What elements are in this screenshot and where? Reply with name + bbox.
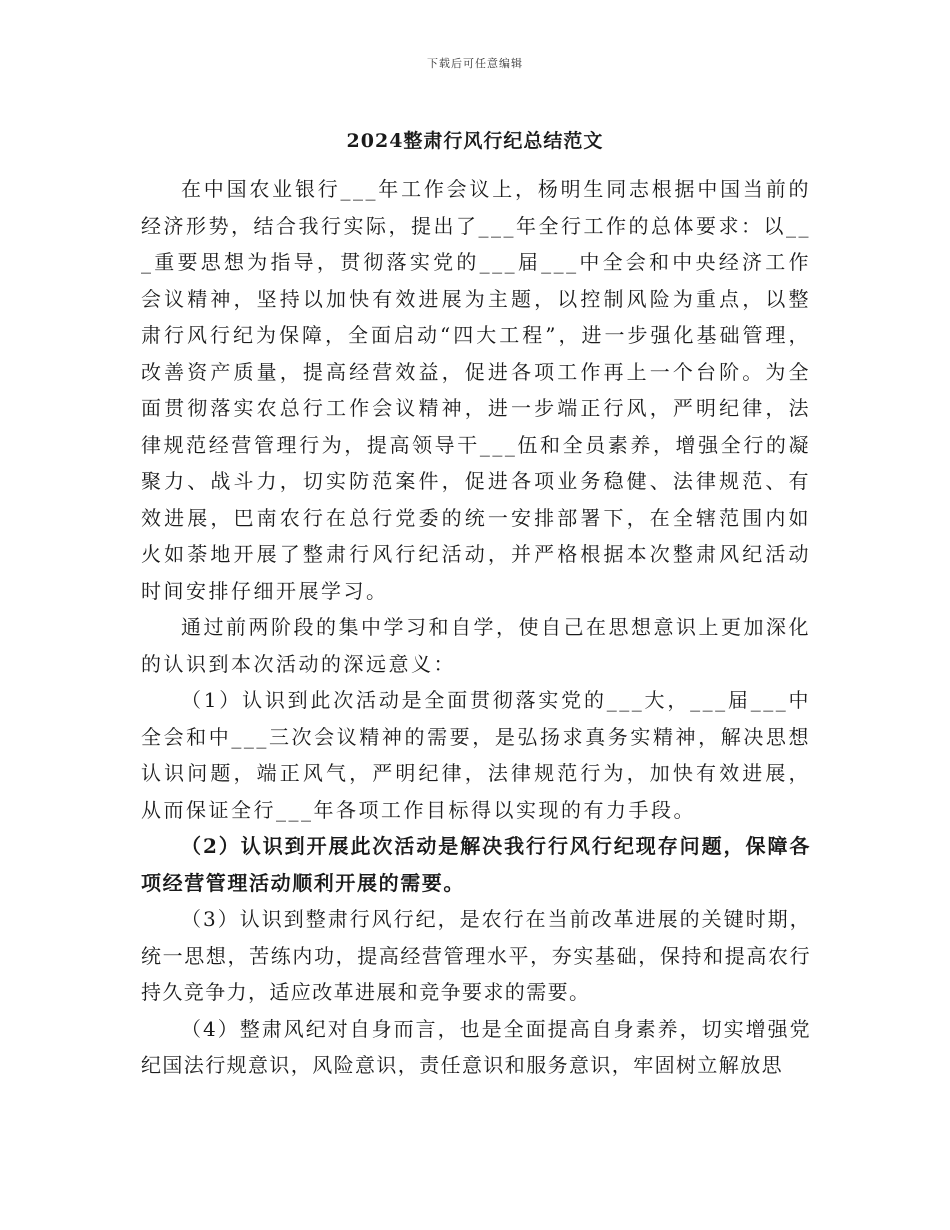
document-title: 2024整肃行风行纪总结范文 [346,130,604,152]
paragraph-point-3: （3）认识到整肃行风行纪，是农行在当前改革进展的关键时期，统一思想，苦练内功，提高经营管理水平，夯实基础，保持和提高农行持久竞争力，适应改革进展和竞争要求的需要。 [141,907,811,1004]
paragraph-point-1: （1）认识到此次活动是全面贯彻落实党的___大，___届___中全会和中___三次会议精神的需要，是弘扬求真务实精神，解决思想认识问题，端正风气，严明纪律，法律规范行为，加快有效进展，从而保证全行___年各项工作目标得以实现的有力手段。 [141,688,811,822]
document-body [141,171,811,1084]
paragraph-point-4: （4）整肃风纪对自身而言，也是全面提高自身素养，切实增强党纪国法行规意识，风险意识，责任意识和服务意识，牢固树立解放思 [141,1016,811,1077]
paragraph-point-2: （2）认识到开展此次活动是解决我行行风行纪现存问题，保障各项经营管理活动顺利开展的需要。 [141,834,811,895]
paragraph-study: 通过前两阶段的集中学习和自学，使自己在思想意识上更加深化的认识到本次活动的深远意义： [141,615,811,676]
header-note: 下载后可任意编辑 [427,57,523,70]
paragraph-intro: 在中国农业银行___年工作会议上，杨明生同志根据中国当前的经济形势，结合我行实际，提出了___年全行工作的总体要求：以___重要思想为指导，贯彻落实党的___届___中全会和中央经济工作会议精神，坚持以加快有效进展为主题，以控制风险为重点，以整肃行风行纪为保障，全面启动“四大工程”，进一步强化基础管理，改善资产质量，提高经营效益，促进各项工作再上一个台阶。为全面贯彻落实农总行工作会议精神，进一步端正行风，严明纪律，法律规范经营管理行为，提高领导干___伍和全员素养，增强全行的凝聚力、战斗力，切实防范案件，促进各项业务稳健、法律规范、有效进展，巴南农行在总行党委的统一安排部署下，在全辖范围内如火如荼地开展了整肃行风行纪活动，并严格根据本次整肃风纪活动时间安排仔细开展学习。 [141,177,811,603]
